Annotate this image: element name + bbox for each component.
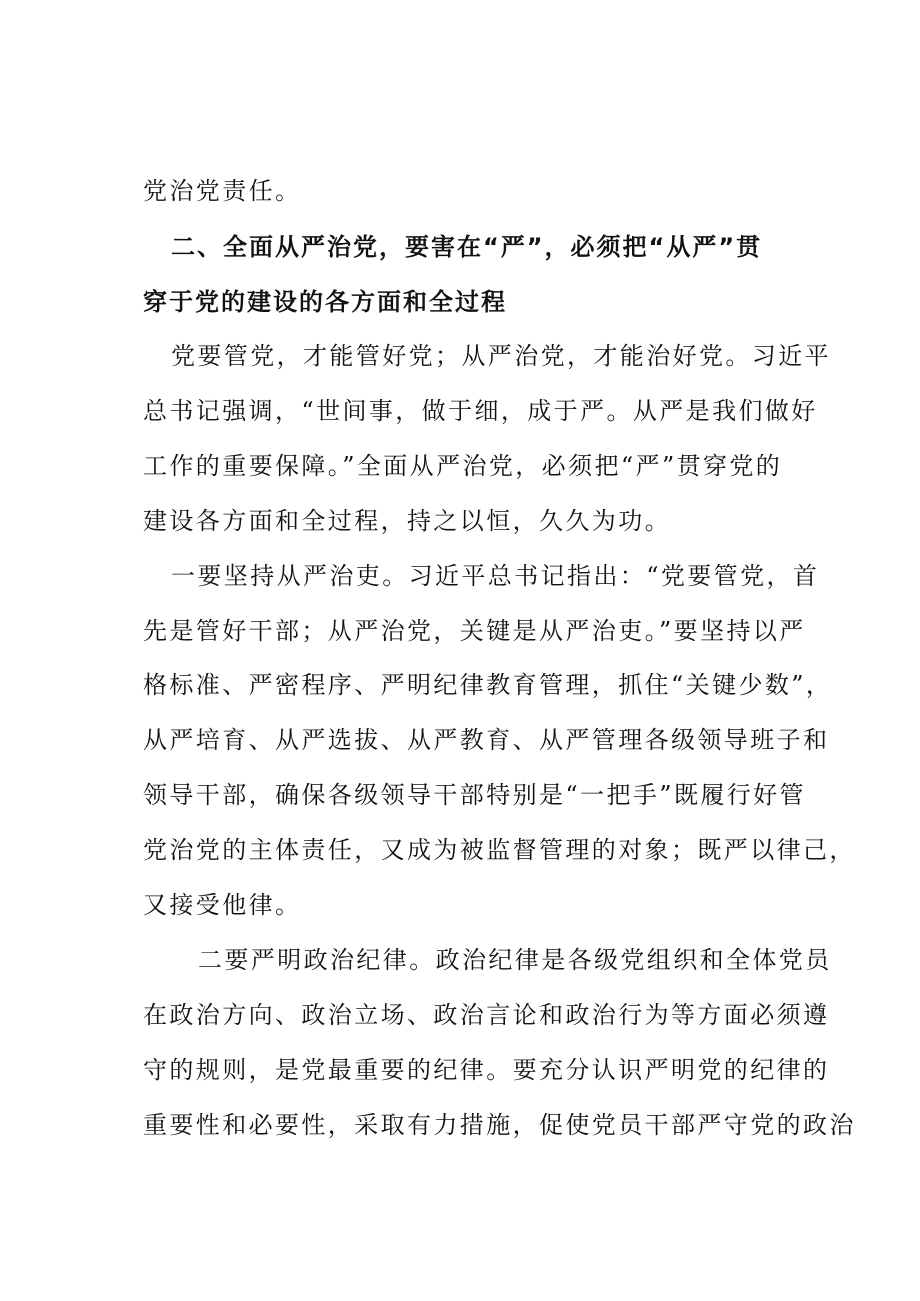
paragraph-tail-line: 党治党责任。 <box>143 177 302 205</box>
body-line: 建设各方面和全过程，持之以恒，久久为功。 <box>143 507 671 535</box>
body-line: 从严培育、从严选拔、从严教育、从严管理各级领导班子和 <box>143 726 830 754</box>
body-line: 格标准、严密程序、严明纪律教育管理，抓住“关键少数”， <box>143 671 833 699</box>
body-line: 党要管党，才能管好党；从严治党，才能治好党。习近平 <box>171 342 831 370</box>
body-line: 守的规则，是党最重要的纪律。要充分认识严明党的纪律的 <box>143 1056 830 1084</box>
body-line: 党治党的主体责任，又成为被监督管理的对象；既严以律己， <box>143 836 856 864</box>
body-line: 又接受他律。 <box>143 891 302 919</box>
body-line: 领导干部，确保各级领导干部特别是“一把手”既履行好管 <box>143 781 806 809</box>
body-line: 一要坚持从严治吏。习近平总书记指出：“党要管党，首 <box>171 562 820 590</box>
body-line: 二要严明政治纪律。政治纪律是各级党组织和全体党员 <box>198 946 832 974</box>
body-line: 工作的重要保障。”全面从严治党，必须把“严”贯穿党的 <box>143 452 783 480</box>
body-line: 重要性和必要性，采取有力措施，促使党员干部严守党的政治 <box>143 1111 856 1139</box>
body-line: 先是管好干部；从严治党，关键是从严治吏。”要坚持以严 <box>143 617 806 645</box>
body-line: 在政治方向、政治立场、政治言论和政治行为等方面必须遵 <box>143 1001 830 1029</box>
section-heading-line-1: 二、全面从严治党，要害在“严”，必须把“从严”贯 <box>171 233 763 261</box>
section-heading-line-2: 穿于党的建设的各方面和全过程 <box>143 288 507 316</box>
body-line: 总书记强调，“世间事，做于细，成于严。从严是我们做好 <box>143 397 818 425</box>
